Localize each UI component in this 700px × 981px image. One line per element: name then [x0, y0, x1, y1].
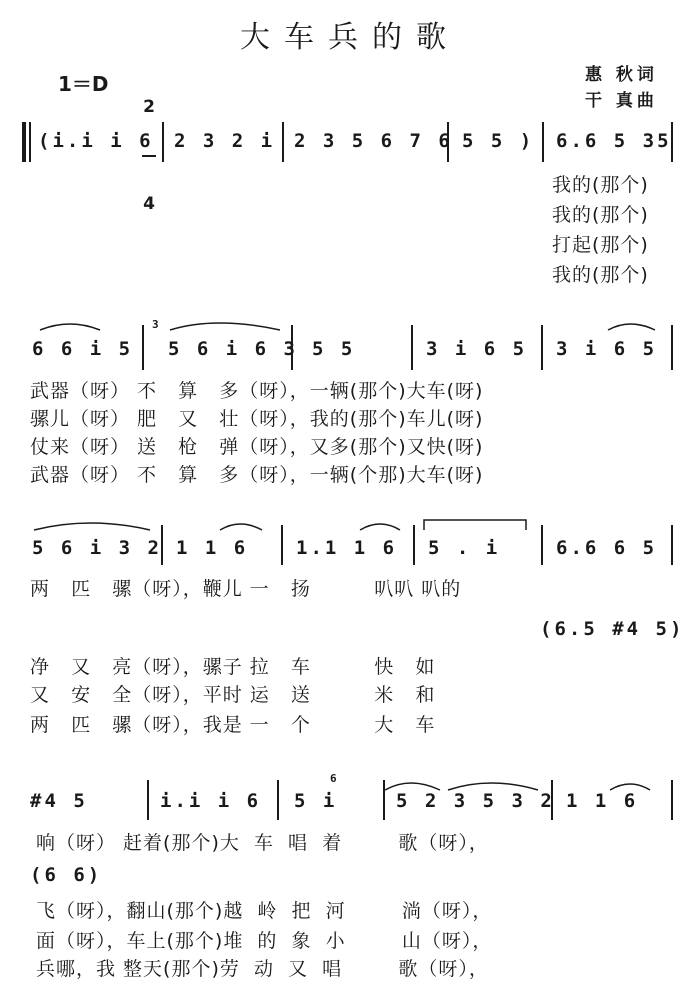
measure-10-notes: 3 i 6 5: [556, 338, 658, 360]
lyric-line: 两 匹 骡（呀），鞭儿 一 扬 叭叭 叭的: [30, 578, 462, 600]
measure-11-notes: 5 6 i 3 2: [32, 537, 162, 559]
lyric-line: 又 安 全（呀），平时 运 送 米 和: [30, 684, 436, 706]
measure-3-notes: 2 3 5 6 7 6: [294, 130, 453, 152]
measure-15-notes: 6.6 6 5: [556, 537, 658, 559]
lyric-verse-3: 打起(那个): [552, 234, 649, 256]
alternate-notes: (6.5 #4 5): [540, 618, 685, 640]
measure-7-notes: 5 6 i 6 3: [168, 338, 298, 360]
song-title: 大车兵的歌: [240, 20, 460, 55]
lyricist-credit: 惠 秋词: [585, 65, 658, 85]
lyric-line: 飞（呀），翻山(那个)越 岭 把 河 淌（呀），: [36, 900, 493, 922]
measure-20-notes: 1 1 6: [566, 790, 639, 812]
measure-12-notes: 1 1 6: [176, 537, 249, 559]
measure-14-notes: 5 . i: [428, 537, 501, 559]
measure-19-notes: 5 2 3 5 3 2: [396, 790, 555, 812]
measure-5-notes: 6.6 5 35: [556, 130, 672, 152]
lyric-line: 两 匹 骡（呀），我是 一 个 大 车: [30, 714, 436, 736]
lyric-verse-1: 我的(那个): [552, 174, 649, 196]
lyric-verse-4: 我的(那个): [552, 264, 649, 286]
grace-note: 3: [152, 318, 162, 331]
measure-4-notes: 5 5 ): [462, 130, 535, 152]
lyric-line: 净 又 亮（呀），骡子 拉 车 快 如: [30, 656, 436, 678]
grace-note: 6: [330, 772, 340, 785]
lyric-line: 面（呀），车上(那个)堆 的 象 小 山（呀），: [36, 930, 493, 952]
lyric-line: 响（呀） 赶着(那个)大 车 唱 着 歌（呀），: [36, 832, 489, 854]
lyric-line: 武器（呀） 不 算 多（呀），一辆(个那)大车(呀): [30, 464, 484, 486]
lyric-line: 武器（呀） 不 算 多（呀），一辆(那个)大车(呀): [30, 380, 484, 402]
time-signature-top: 2: [143, 97, 155, 117]
measure-1-notes: (i.i i 6: [38, 130, 154, 152]
measure-2-notes: 2 3 2 i: [174, 130, 276, 152]
measure-18-notes: 5 i: [294, 790, 338, 812]
lyric-line: 骡儿（呀） 肥 又 壮（呀），我的(那个)车儿(呀): [30, 408, 484, 430]
composer-credit: 干 真曲: [585, 91, 658, 111]
alternate-notes: (6 6): [30, 864, 103, 886]
measure-6-notes: 6 6 i 5: [32, 338, 134, 360]
measure-9-notes: 3 i 6 5: [426, 338, 528, 360]
measure-16-notes: #4 5: [30, 790, 88, 812]
lyric-line: 仗来（呀） 送 枪 弹（呀），又多(那个)又快(呀): [30, 436, 484, 458]
lyric-line: 兵哪，我 整天(那个)劳 动 又 唱 歌（呀），: [36, 958, 489, 980]
measure-8-notes: 5 5: [312, 338, 356, 360]
measure-17-notes: i.i i 6: [160, 790, 262, 812]
key-signature: 1＝D: [58, 72, 109, 96]
measure-13-notes: 1.1 1 6: [296, 537, 398, 559]
lyric-verse-2: 我的(那个): [552, 204, 649, 226]
time-signature-bottom: 4: [143, 194, 155, 214]
